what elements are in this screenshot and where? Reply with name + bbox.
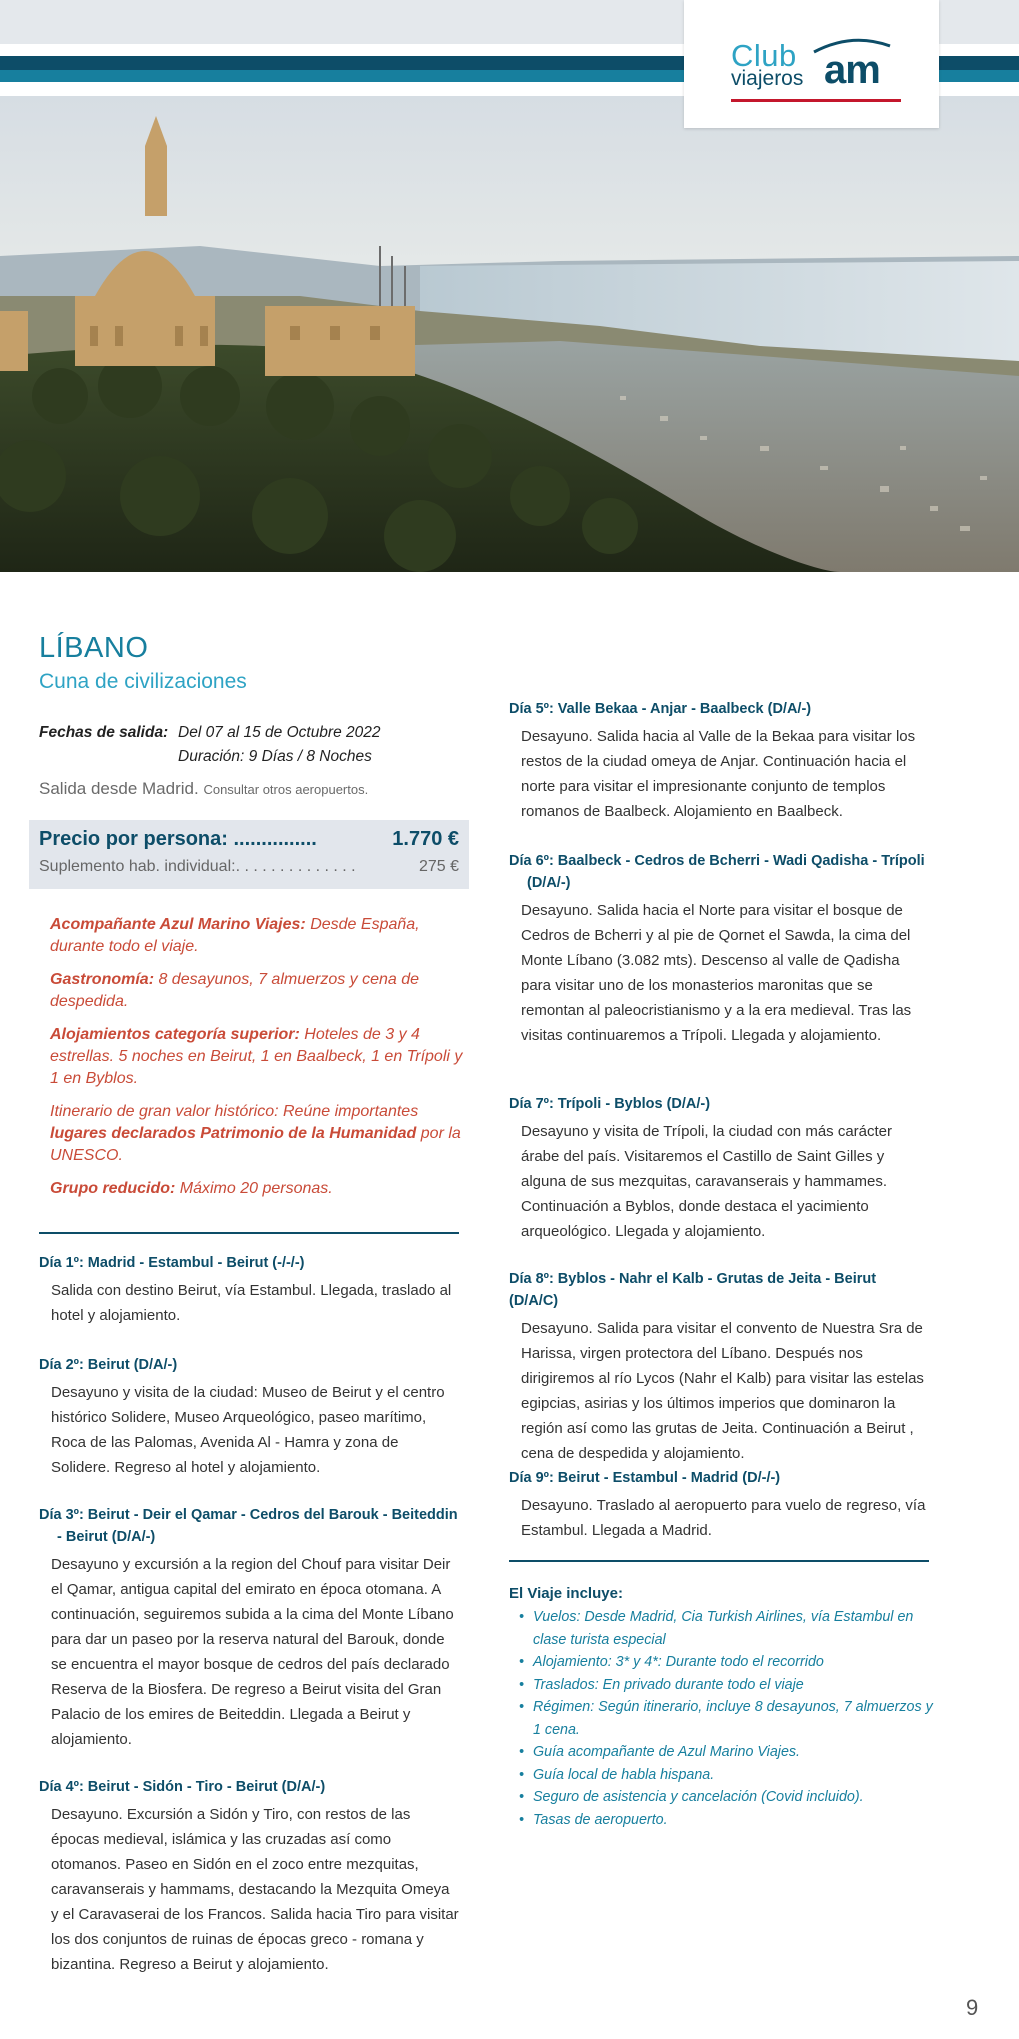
logo-am-text: am: [824, 48, 880, 92]
itinerary-day: [39, 1354, 459, 1480]
salida-main: Salida desde Madrid.: [39, 779, 199, 798]
day-heading-text: Día 9º: Beirut - Estambul - Madrid (D/-/-): [509, 1470, 781, 1486]
itinerary-day: [39, 1776, 459, 1977]
highlight-item: [50, 969, 465, 1013]
day-heading: [509, 1268, 929, 1312]
hero-photo: [0, 96, 1019, 572]
itinerary-day: [509, 1093, 929, 1244]
includes-section: [509, 1585, 939, 1831]
day-heading: [509, 698, 929, 720]
day-heading-text: Día 4º: Beirut - Sidón - Tiro - Beirut (D/A/-): [39, 1779, 326, 1795]
includes-list: [509, 1606, 939, 1831]
price-value: 1.770 €: [392, 828, 459, 850]
highlight-bold: Acompañante Azul Marino Viajes:: [50, 916, 306, 933]
day-heading-text: Día 2º: Beirut (D/A/-): [39, 1357, 178, 1373]
supplement-label: Suplemento hab. individual:. . . . . . . . . . . . . .: [39, 858, 356, 875]
includes-title: El Viaje incluye:: [509, 1585, 623, 1602]
day-heading: [39, 1776, 459, 1798]
highlight-bold: Alojamientos categoría superior:: [50, 1026, 300, 1043]
duracion: Duración: 9 Días / 8 Noches: [178, 748, 372, 765]
day-body: Desayuno. Traslado al aeropuerto para vuelo de regreso, vía Estambul. Llegada a Madrid.: [521, 1497, 926, 1539]
day-heading-text: Día 1º: Madrid - Estambul - Beirut (-/-/-): [39, 1255, 305, 1271]
includes-item: • Alojamiento: 3* y 4*: Durante todo el recorrido: [509, 1651, 939, 1674]
logo-underline: [731, 99, 901, 102]
itinerary-day: [509, 698, 929, 824]
day-heading-cont: (D/A/-): [527, 875, 571, 891]
includes-item: • Tasas de aeropuerto.: [509, 1809, 939, 1832]
day-heading: [509, 1467, 929, 1489]
highlight-text: Desde España, durante todo el viaje.: [50, 916, 420, 955]
price-box: [29, 820, 469, 889]
includes-item: • Guía acompañante de Azul Marino Viajes.: [509, 1741, 939, 1764]
day-heading-text: Día 3º: Beirut - Deir el Qamar - Cedros del Barouk - Beiteddin: [39, 1507, 458, 1523]
day-body: Desayuno. Salida para visitar el convento de Nuestra Sra de Harissa, virgen protectora del Líbano. Después nos dirigiremos al río Lycos (Nahr el Kalb) para visitar las estelas egipcias, asirias y los últimos imperios que dominaron la región así como las grutas de Jeita. Continuación a Beirut , cena de despedida y alojamiento.: [521, 1320, 924, 1462]
day-body: Desayuno y visita de Trípoli, la ciudad con más carácter árabe del país. Visitaremos el Castillo de Saint Gilles y alguna de sus mezquitas, caravanserais y hammames. Continuación a Byblos, donde destaca el yacimiento arqueológico. Llegada y alojamiento.: [521, 1123, 893, 1240]
page-title: LÍBANO: [39, 632, 149, 664]
day-body: Desayuno. Salida hacia al Valle de la Bekaa para visitar los restos de la ciudad omeya de Anjar. Continuación hacia el norte para visitar el impresionante conjunto de templos romanos de Baalbeck. Alojamiento en Baalbeck.: [521, 728, 916, 820]
includes-item: • Vuelos: Desde Madrid, Cia Turkish Airlines, vía Estambul en clase turista especial: [509, 1606, 939, 1651]
highlight-item: [50, 1178, 465, 1200]
itinerary-day: [509, 1467, 929, 1543]
itinerary-day: [39, 1504, 459, 1752]
itinerary-day: [39, 1252, 459, 1328]
day-body: Desayuno. Excursión a Sidón y Tiro, con restos de las épocas medieval, islámica y las cruzadas así como otomanos. Paseo en Sidón en el zoco entre mezquitas, caravanserais y hammams, destacando la Mezquita Omeya y el Caravaserai de los Francos. Salida hacia Tiro para visitar los dos conjuntos de ruinas de épocas greco - romana y bizantina. Regreso a Beirut y alojamiento.: [51, 1806, 459, 1973]
day-heading: [509, 1093, 929, 1115]
divider-right: [509, 1560, 929, 1562]
price-row: [39, 828, 459, 854]
divider-left: [39, 1232, 459, 1234]
includes-item: • Guía local de habla hispana.: [509, 1764, 939, 1787]
includes-item: • Seguro de asistencia y cancelación (Covid incluido).: [509, 1786, 939, 1809]
day-heading: [509, 850, 929, 894]
highlight-bold: Grupo reducido:: [50, 1180, 176, 1197]
day-heading-text: Día 6º: Baalbeck - Cedros de Bcherri - Wadi Qadisha - Trípoli: [509, 853, 925, 869]
highlight-text: 8 desayunos, 7 almuerzos y cena de despedida.: [50, 971, 420, 1010]
highlight-item: [50, 914, 465, 958]
highlight-item: [50, 1101, 465, 1167]
fechas-label: Fechas de salida:: [39, 724, 169, 741]
day-body: Desayuno y excursión a la region del Chouf para visitar Deir el Qamar, antigua capital del emirato en época otomana. A continuación, seguiremos subida a la cima del Monte Líbano para dar un paseo por la reserva natural del Barouk, donde se encuentra el mayor bosque de cedros del país declarado Reserva de la Biosfera. De regreso a Beirut visita del Gran Palacio de los emires de Beiteddin. Llegada a Beirut y alojamiento.: [51, 1556, 454, 1748]
fechas-value: Del 07 al 15 de Octubre 2022: [178, 724, 381, 741]
highlight-item: [50, 1024, 465, 1090]
highlight-bold: Gastronomía:: [50, 971, 155, 988]
page-number: 9: [966, 1995, 979, 2020]
highlight-text: por la UNESCO.: [50, 1125, 461, 1164]
day-body: Desayuno y visita de la ciudad: Museo de Beirut y el centro histórico Solidere, Museo Arqueológico, paseo marítimo, Roca de las Palomas, Avenida Al - Hamra y zona de Solidere. Regreso al hotel y alojamiento.: [51, 1384, 445, 1476]
day-heading: [39, 1354, 459, 1376]
day-heading-text: Día 7º: Trípoli - Byblos (D/A/-): [509, 1096, 711, 1112]
highlight-text: Hoteles de 3 y 4 estrellas. 5 noches en Beirut, 1 en Baalbeck, 1 en Trípoli y 1 en Byblos.: [50, 1026, 463, 1087]
day-heading: [39, 1252, 459, 1274]
logo-club-text: Club: [731, 38, 797, 73]
includes-item: • Traslados: En privado durante todo el viaje: [509, 1674, 939, 1697]
page-subtitle: Cuna de civilizaciones: [39, 670, 247, 693]
logo-viajeros-text: viajeros: [731, 67, 804, 90]
itinerary-day: [509, 850, 929, 1048]
highlight-text: Máximo 20 personas.: [175, 1180, 333, 1197]
highlight-bold: lugares declarados Patrimonio de la Humanidad: [50, 1125, 417, 1142]
day-heading-cont: - Beirut (D/A/-): [57, 1529, 156, 1545]
includes-item: • Régimen: Según itinerario, incluye 8 desayunos, 7 almuerzos y 1 cena.: [509, 1696, 939, 1741]
day-heading-text: Día 8º: Byblos - Nahr el Kalb - Grutas de Jeita - Beirut (D/A/C): [509, 1271, 877, 1309]
supplement-value: 275 €: [418, 858, 459, 875]
itinerary-day: [509, 1268, 929, 1466]
supplement-row: [39, 858, 459, 884]
salida-note: Consultar otros aeropuertos.: [203, 782, 369, 797]
highlight-pre: Itinerario de gran valor histórico: Reúne importantes: [50, 1103, 419, 1120]
day-body: Salida con destino Beirut, vía Estambul. Llegada, traslado al hotel y alojamiento.: [51, 1282, 452, 1324]
club-viajeros-am-logo: [684, 0, 939, 128]
salida-info: [39, 779, 368, 799]
day-heading: [39, 1504, 459, 1548]
day-body: Desayuno. Salida hacia el Norte para visitar el bosque de Cedros de Bcherri y al pie de Qornet el Sawda, la cima del Monte Líbano (3.082 mts). Descenso al valle de Qadisha para visitar uno de los monasterios maronitas que se remontan al paleocristianismo y a la era medieval. Tras las visitas continuaremos a Trípoli. Llegada y alojamiento.: [521, 902, 912, 1044]
price-label: Precio por persona: ...............: [39, 828, 317, 850]
day-heading-text: Día 5º: Valle Bekaa - Anjar - Baalbeck (D/A/-): [509, 701, 812, 717]
highlights-list: [50, 914, 465, 1211]
